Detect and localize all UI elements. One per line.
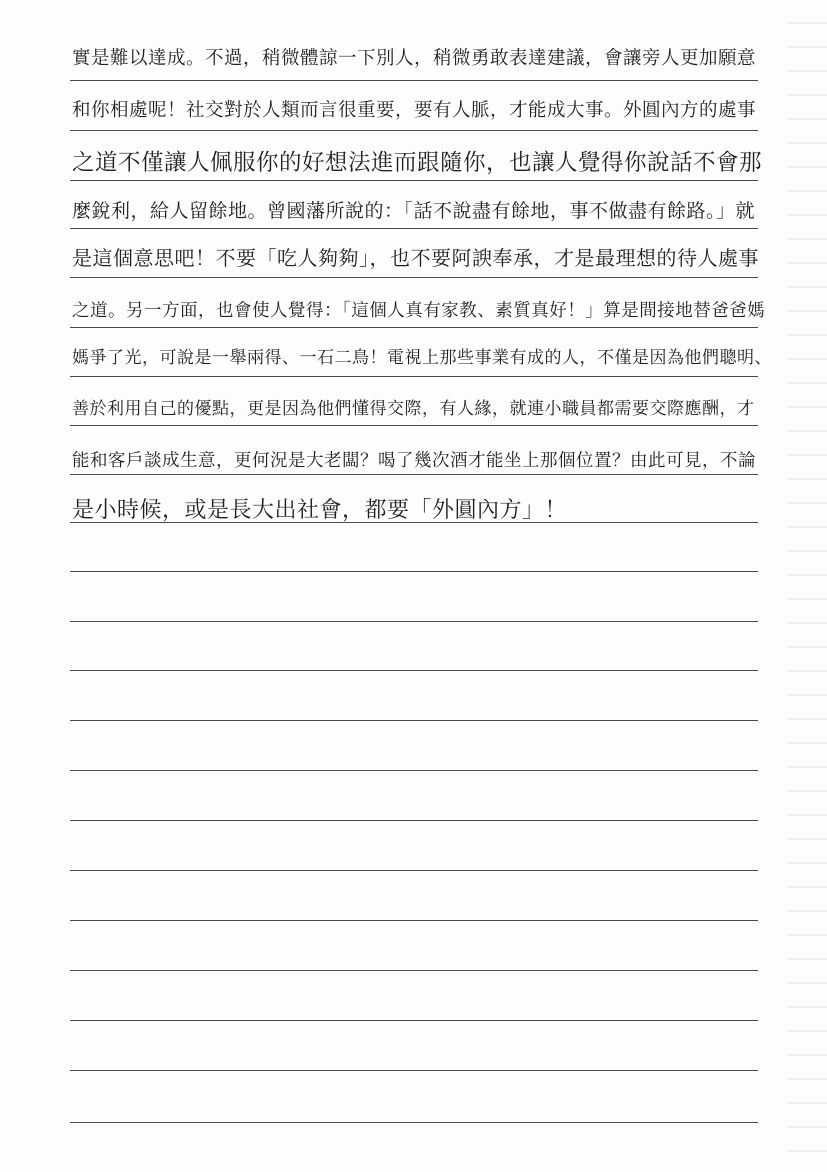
ruled-line xyxy=(70,920,758,921)
essay-line-6: 之道。另一方面，也會使人覺得：「這個人真有家教、素質真好！」算是間接地替爸爸媽 xyxy=(72,301,766,321)
ruled-line xyxy=(70,80,758,81)
ruled-line xyxy=(70,425,758,426)
ruled-line xyxy=(70,571,758,572)
essay-line-10: 是小時候，或是長大出社會，都要「外圓內方」！ xyxy=(72,498,568,523)
ruled-line xyxy=(70,180,758,181)
ruled-line xyxy=(70,621,758,622)
ruled-line xyxy=(70,474,758,475)
scan-edge xyxy=(787,0,827,1172)
ruled-line xyxy=(70,522,758,523)
ruled-line xyxy=(70,970,758,971)
ruled-line xyxy=(70,277,758,278)
ruled-line xyxy=(70,1070,758,1071)
essay-line-9: 能和客戶談成生意，更何況是大老闆？喝了幾次酒才能坐上那個位置？由此可見，不論 xyxy=(72,451,756,471)
ruled-line xyxy=(70,720,758,721)
essay-line-1: 實是難以達成。不過，稍微體諒一下別人，稍微勇敢表達建議，會讓旁人更加願意 xyxy=(72,48,757,69)
ruled-line xyxy=(70,376,758,377)
essay-line-2: 和你相處呢！社交對於人類而言很重要，要有人脈，才能成大事。外圓內方的處事 xyxy=(72,100,757,121)
ruled-line xyxy=(70,1122,758,1123)
ruled-line xyxy=(70,670,758,671)
essay-line-8: 善於利用自己的優點，更是因為他們懂得交際，有人緣，就連小職員都需要交際應酬，才 xyxy=(72,399,755,419)
ruled-line xyxy=(70,870,758,871)
essay-line-3: 之道不僅讓人佩服你的好想法進而跟隨你，也讓人覺得你說話不會那 xyxy=(72,150,763,176)
ruled-line xyxy=(70,130,758,131)
essay-line-4: 麼銳利，給人留餘地。曾國藩所說的：「話不說盡有餘地，事不做盡有餘路。」就 xyxy=(72,200,756,222)
essay-line-5: 是這個意思吧！不要「吃人夠夠」，也不要阿諛奉承，才是最理想的待人處事 xyxy=(72,246,759,270)
ruled-line xyxy=(70,327,758,328)
ruled-line xyxy=(70,820,758,821)
ruled-line xyxy=(70,228,758,229)
ruled-line xyxy=(70,1020,758,1021)
ruled-line xyxy=(70,770,758,771)
essay-line-7: 媽爭了光，可說是一舉兩得、一石二鳥！電視上那些事業有成的人，不僅是因為他們聰明、 xyxy=(72,348,772,368)
